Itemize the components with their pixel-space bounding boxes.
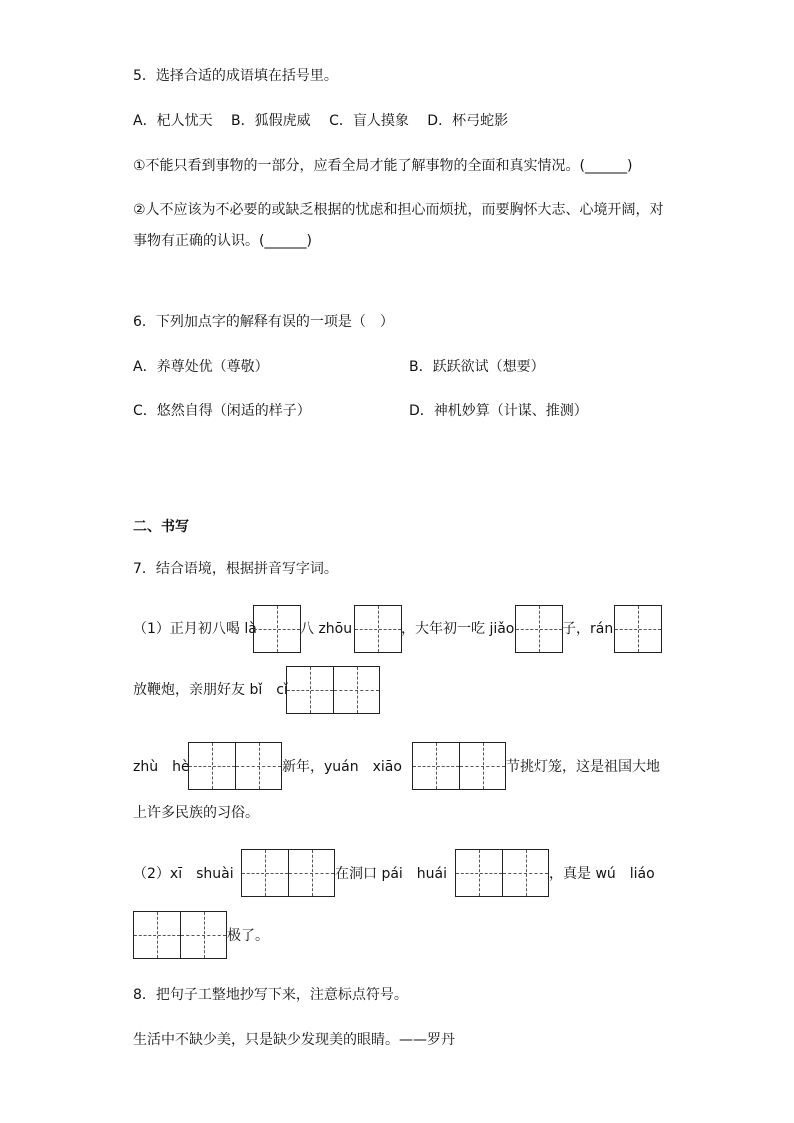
q7-p2-text-2: 在洞口 pái huái <box>335 866 448 882</box>
writing-grid-2[interactable] <box>354 605 402 653</box>
q7-p1-text-4: 子，rán <box>562 621 614 637</box>
writing-grid-6[interactable] <box>188 742 282 790</box>
q5-item-2-line-2: 事物有正确的认识。(______) <box>133 233 312 249</box>
writing-grid-4[interactable] <box>614 605 662 653</box>
q6-option-b: B．跃跃欲试（想要） <box>409 359 545 375</box>
q7-p1-text-1: （1）正月初八喝 là <box>133 621 257 637</box>
writing-grid-3[interactable] <box>515 605 563 653</box>
q5-options: A．杞人忧天 B．狐假虎威 C．盲人摸象 D．杯弓蛇影 <box>133 113 509 129</box>
writing-grid-8[interactable] <box>241 849 335 897</box>
writing-grid-5[interactable] <box>286 666 380 714</box>
q7-p1-text-7: 新年，yuán xiāo <box>282 759 402 775</box>
q5-title: 5．选择合适的成语填在括号里。 <box>133 68 338 84</box>
q5-item-2-line-1: ②人不应该为不必要的或缺乏根据的忧虑和担心而烦扰，而要胸怀大志、心境开阔，对 <box>133 202 664 218</box>
q7-p1-text-2: 八 zhōu <box>300 621 353 637</box>
q6-option-c: C．悠然自得（闲适的样子） <box>133 403 311 419</box>
q7-p2-text-4: 极了。 <box>227 928 269 944</box>
writing-grid-10[interactable] <box>133 911 227 959</box>
q7-title: 7．结合语境，根据拼音写字词。 <box>133 561 338 577</box>
q7-p2-text-3: ，真是 wú liáo <box>549 866 655 882</box>
q7-p1-text-5: 放鞭炮，亲朋好友 bǐ cǐ <box>133 682 288 698</box>
q6-option-d: D．神机妙算（计谋、推测） <box>409 403 588 419</box>
q7-p1-text-8: 节挑灯笼，这是祖国大地 <box>506 759 660 775</box>
writing-grid-9[interactable] <box>455 849 549 897</box>
section-heading: 二、书写 <box>133 519 189 535</box>
q7-p1-text-3: ，大年初一吃 jiǎo <box>401 621 515 637</box>
q7-p1-text-6: zhù hè <box>133 759 190 775</box>
q5-item-1: ①不能只看到事物的一部分，应看全局才能了解事物的全面和真实情况。(______) <box>133 158 633 174</box>
writing-grid-1[interactable] <box>253 605 301 653</box>
q7-p2-text-1: （2）xī shuài <box>133 866 234 882</box>
q8-title: 8．把句子工整地抄写下来，注意标点符号。 <box>133 987 408 1003</box>
writing-grid-7[interactable] <box>412 742 506 790</box>
q6-title: 6．下列加点字的解释有误的一项是（ ） <box>133 314 394 330</box>
q7-p1-text-9: 上许多民族的习俗。 <box>133 805 259 821</box>
q6-option-a: A．养尊处优（尊敬） <box>133 359 269 375</box>
q8-sentence: 生活中不缺少美，只是缺少发现美的眼睛。——罗丹 <box>133 1032 455 1048</box>
